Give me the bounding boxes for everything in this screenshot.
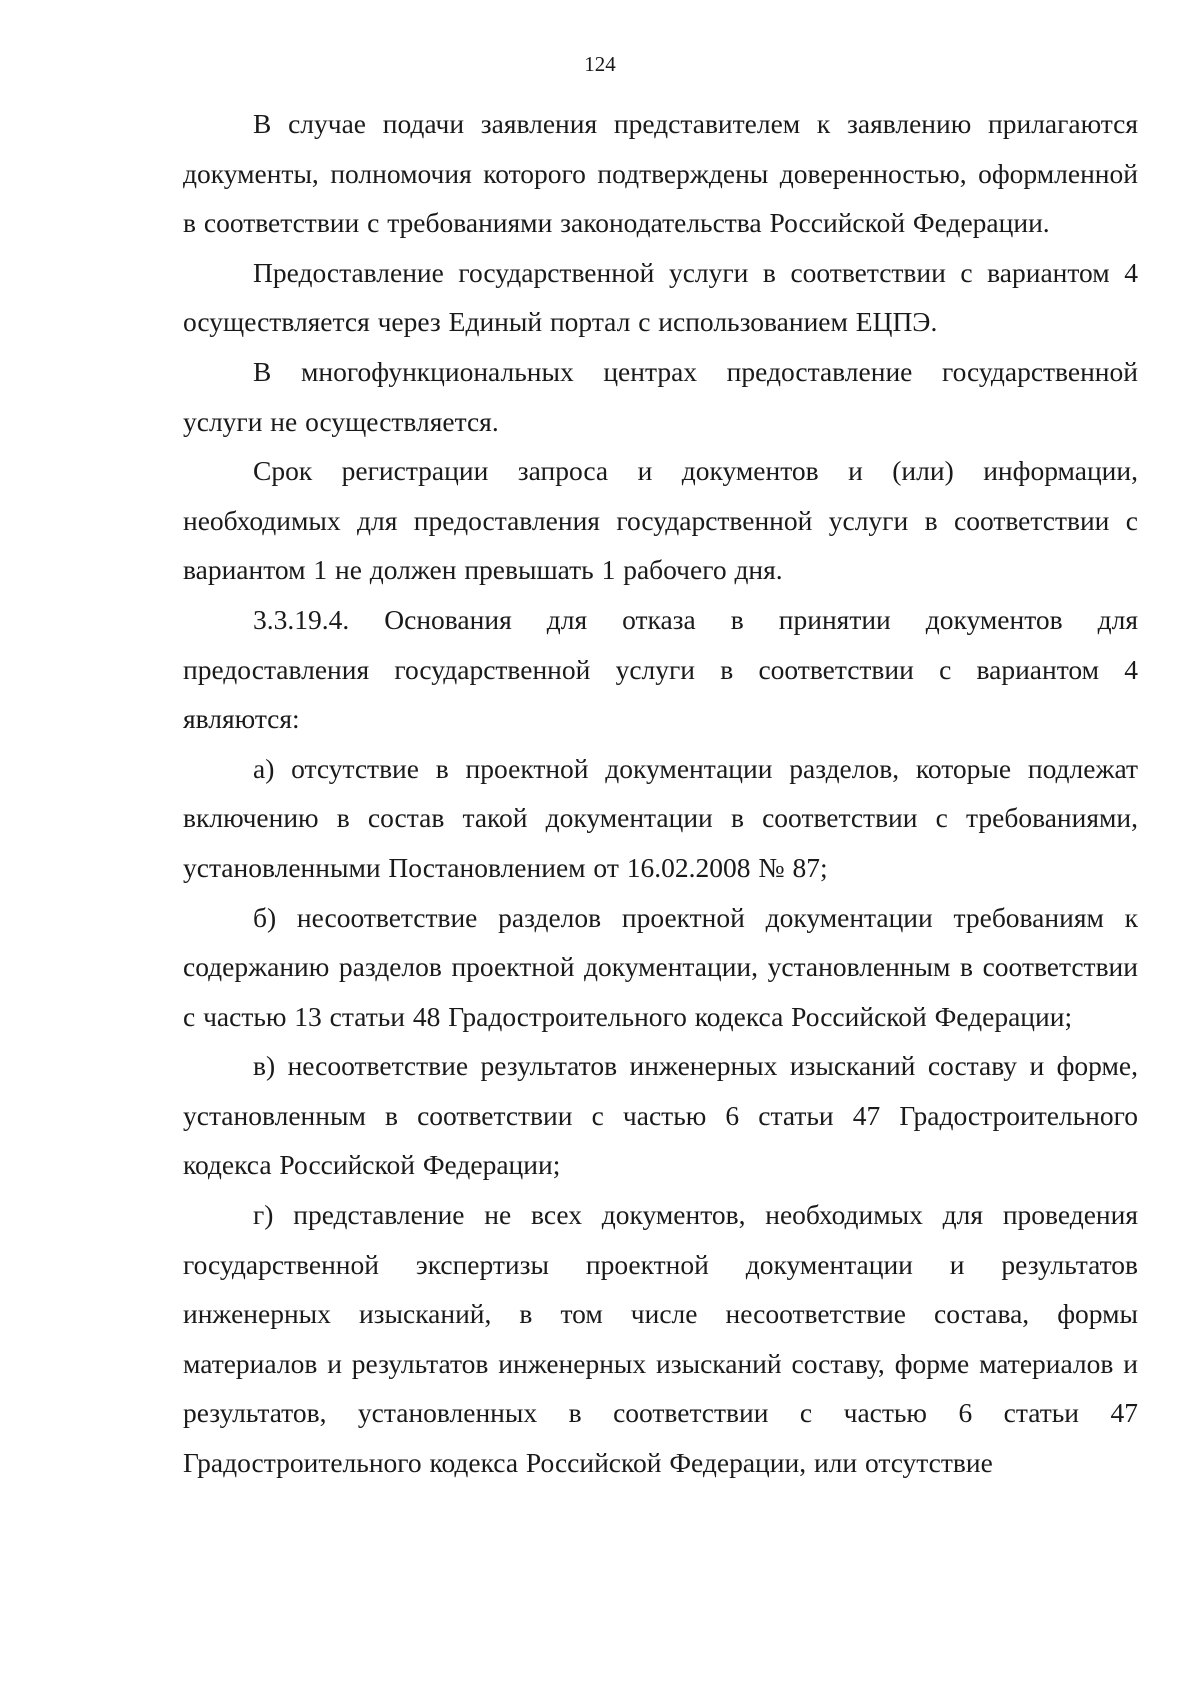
paragraph-mfc: В многофункциональных центрах предоставление государственной услуги не осуществляется. <box>183 355 1138 437</box>
paragraph-section-3-3-19-4: 3.3.19.4. Основания для отказа в принятии документов для предоставления государственной услуги в соответствии с вариантом 4 являются: <box>183 603 1138 735</box>
page-number: 124 <box>584 52 616 76</box>
paragraph-representative-documents: В случае подачи заявления представителем к заявлению прилагаются документы, полномочия которого подтверждены доверенностью, оформленной в соответствии с требованиями законодательства Российской Федерации. <box>183 108 1138 239</box>
paragraph-variant-4-portal: Предоставление государственной услуги в соответствии с вариантом 4 осуществляется через Единый портал с использованием ЕЦПЭ. <box>183 256 1138 338</box>
list-item-b: б) несоответствие разделов проектной документации требованиям к содержанию разделов проектной документации, установленным в соответствии с частью 13 статьи 48 Градостроительного кодекса Российской Федерации; <box>183 901 1138 1032</box>
list-item-v: в) несоответствие результатов инженерных изысканий составу и форме, установленным в соответствии с частью 6 статьи 47 Градостроительного кодекса Российской Федерации; <box>183 1050 1138 1181</box>
list-item-g: г) представление не всех документов, необходимых для проведения государственной экспертизы проектной документации и результатов инженерных изысканий, в том числе несоответствие состава, формы материалов и результатов инженерных изысканий составу, форме материалов и результатов, установленных в соответствии с частью 6 статьи 47 Градостроительного кодекса Российской Федерации, или отсутствие <box>183 1199 1138 1479</box>
paragraph-registration-term: Срок регистрации запроса и документов и (или) информации, необходимых для предоставления государственной услуги в соответствии с вариантом 1 не должен превышать 1 рабочего дня. <box>183 455 1138 586</box>
body-text <box>183 99 1138 1488</box>
list-item-a: а) отсутствие в проектной документации разделов, которые подлежат включению в состав такой документации в соответствии с требованиями, установленными Постановлением от 16.02.2008 № 87; <box>183 752 1138 883</box>
